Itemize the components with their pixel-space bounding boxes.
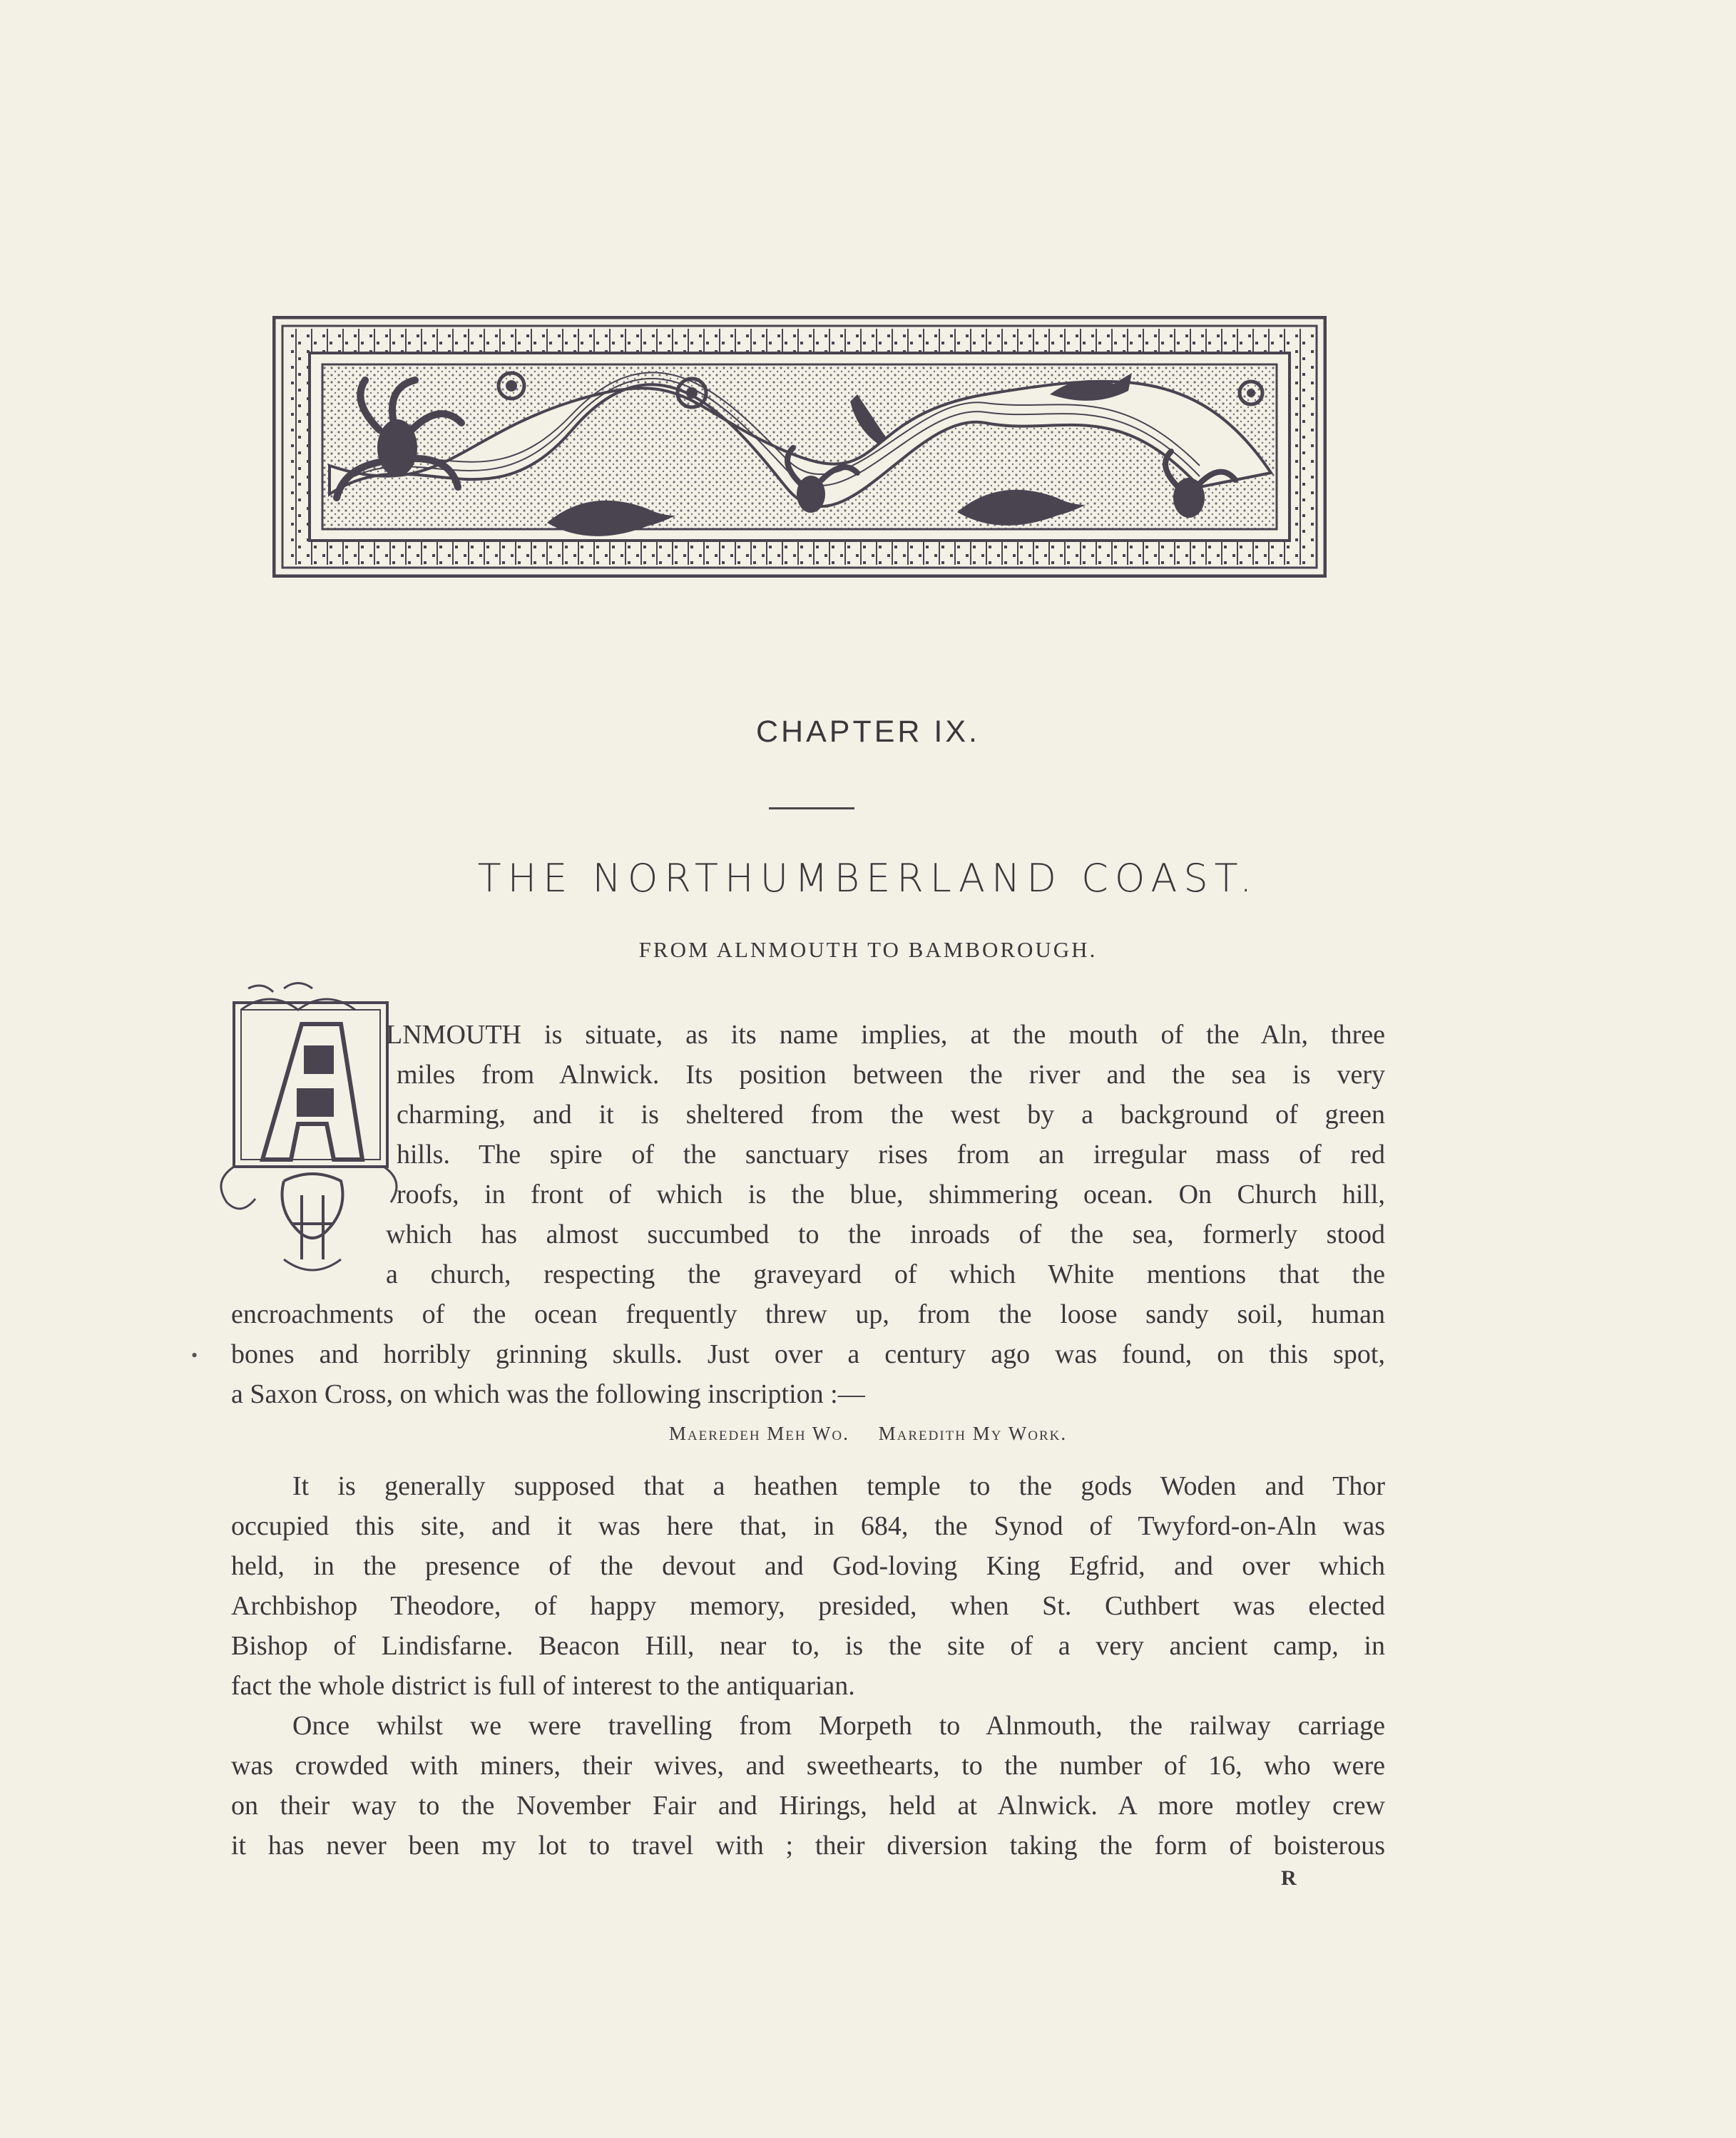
decorative-headpiece xyxy=(272,316,1327,578)
chapter-subtitle: FROM ALNMOUTH TO BAMBOROUGH. xyxy=(638,937,1098,962)
cross-inscription xyxy=(0,1423,1736,1445)
text-line: a Saxon Cross, on which was the following inscription :— xyxy=(231,1379,865,1409)
chapter-heading: CHAPTER IX. xyxy=(756,715,980,749)
text-line: It is generally supposed that a heathen temple to the gods Woden and Thor xyxy=(292,1471,1385,1501)
text-line: charming, and it is sheltered from the west by a background of green xyxy=(397,1100,1385,1130)
text-line: encroachments of the ocean frequently threw up, from the loose sandy soil, human xyxy=(231,1299,1385,1329)
inscription-translation: Maredith My Work. xyxy=(878,1423,1068,1444)
text-line: bones and horribly grinning skulls. Just over a century ago was found, on this spot, xyxy=(231,1339,1385,1369)
text-line: held, in the presence of the devout and God-loving King Egfrid, and over which xyxy=(231,1551,1385,1581)
text-line: fact the whole district is full of interest to the antiquarian. xyxy=(231,1671,855,1701)
text-line: Once whilst we were travelling from Morpeth to Alnmouth, the railway carriage xyxy=(292,1711,1385,1741)
text-line: on their way to the November Fair and Hirings, held at Alnwick. A more motley crew xyxy=(231,1791,1385,1821)
text-line: occupied this site, and it was here that, in 684, the Synod of Twyford-on-Aln was xyxy=(231,1511,1385,1541)
text-line: was crowded with miners, their wives, and sweethearts, to the number of 16, who were xyxy=(231,1751,1385,1781)
signature-mark: R xyxy=(1281,1866,1297,1890)
text-line: roofs, in front of which is the blue, shimmering ocean. On Church hill, xyxy=(397,1180,1385,1209)
chapter-title: THE NORTHUMBERLAND COAST. xyxy=(477,856,1259,901)
text-line: miles from Alnwick. Its position between the river and the sea is very xyxy=(397,1060,1385,1090)
text-line: a church, respecting the graveyard of which White mentions that the xyxy=(386,1259,1385,1289)
text-line: Bishop of Lindisfarne. Beacon Hill, near to, is the site of a very ancient camp, in xyxy=(231,1631,1385,1661)
text-line: LNMOUTH is situate, as its name implies, at the mouth of the Aln, three xyxy=(386,1020,1385,1050)
text-line: hills. The spire of the sanctuary rises from an irregular mass of red xyxy=(397,1140,1385,1170)
ornamental-drop-cap xyxy=(220,981,398,1288)
inscription-original: Maeredeh Meh Wo. xyxy=(668,1423,849,1444)
text-line: which has almost succumbed to the inroads of the sea, formerly stood xyxy=(386,1219,1385,1249)
heading-rule xyxy=(769,807,854,809)
text-line: it has never been my lot to travel with ; their diversion taking the form of boisterous xyxy=(231,1831,1385,1861)
text-line: Archbishop Theodore, of happy memory, presided, when St. Cuthbert was elected xyxy=(231,1591,1385,1621)
margin-dot: • xyxy=(191,1345,198,1366)
